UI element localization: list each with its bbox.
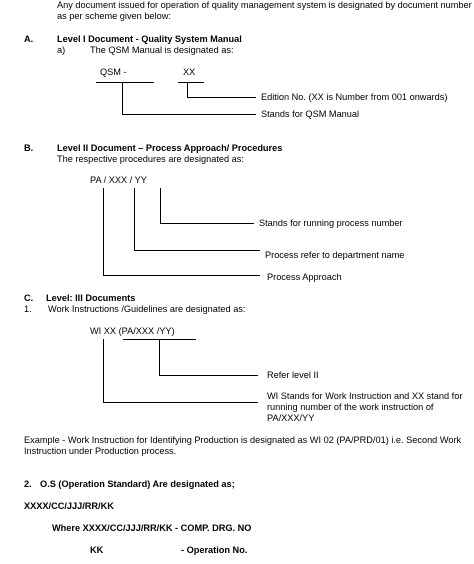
label-wi-line-2: running number of the work instruction of: [267, 402, 434, 412]
label-running-number: Stands for running process number: [259, 218, 403, 228]
section-c-letter: C.: [24, 293, 34, 303]
section-a-sub-text: The QSM Manual is designated as:: [90, 45, 234, 55]
os-kk-code: KK: [90, 545, 104, 555]
qsm-connector-vertical: [122, 83, 123, 115]
section-a-sub-marker: a): [57, 45, 66, 55]
example-line-1: Example - Work Instruction for Identifying Production is designated as WI 02 (PA/PRD/01) i.e. Second Work: [24, 435, 462, 445]
wi-code: WI XX (PA/XXX /YY): [90, 326, 175, 336]
os-code: XXXX/CC/JJJ/RR/KK: [24, 501, 114, 511]
label-department: Process refer to department name: [265, 250, 405, 260]
intro-line-1: Any document issued for operation of quality management system is designated by document number: [57, 0, 472, 10]
label-wi-line-3: PA/XXX/YY: [267, 413, 315, 423]
level-connector-vertical: [159, 339, 160, 376]
os-where-line: Where XXXX/CC/JJJ/RR/KK - COMP. DRG. NO: [52, 523, 252, 533]
qsm-underline: [96, 82, 154, 83]
section-c-item-1-number: 1.: [24, 304, 32, 314]
pa-code: PA / XXX / YY: [90, 175, 147, 185]
approach-connector-horizontal: [103, 275, 260, 276]
edition-connector-horizontal: [187, 97, 256, 98]
section-a-letter: A.: [24, 34, 34, 44]
item-2-title: O.S (Operation Standard) Are designated as;: [40, 479, 235, 489]
section-a-title: Level I Document - Quality System Manual: [57, 34, 242, 44]
label-process-approach: Process Approach: [267, 272, 342, 282]
running-connector-horizontal: [160, 223, 254, 224]
dept-connector-vertical: [134, 188, 135, 251]
level-connector-horizontal: [159, 375, 258, 376]
wi-connector-vertical: [103, 339, 104, 403]
approach-connector-vertical: [103, 188, 104, 276]
label-qsm-manual: Stands for QSM Manual: [261, 109, 360, 119]
qsm-connector-horizontal: [122, 114, 256, 115]
dept-connector-horizontal: [134, 250, 260, 251]
edition-connector-vertical: [187, 83, 188, 98]
item-2-number: 2.: [24, 479, 32, 489]
section-b-title: Level II Document – Process Approach/ Procedures: [57, 143, 283, 153]
os-kk-description: - Operation No.: [181, 545, 248, 555]
qsm-code-edition: XX: [183, 67, 196, 77]
section-c-item-1-text: Work Instructions /Guidelines are designated as:: [48, 304, 246, 314]
section-b-letter: B.: [24, 143, 34, 153]
intro-line-2: as per scheme given below:: [57, 11, 171, 21]
example-line-2: Instruction under Production process.: [24, 446, 177, 456]
label-refer-level: Refer level II: [267, 370, 319, 380]
wi-connector-horizontal: [103, 402, 258, 403]
qsm-code-prefix: QSM -: [100, 67, 127, 77]
xx-underline: [178, 82, 204, 83]
running-connector-vertical: [160, 188, 161, 224]
section-c-title: Level: III Documents: [46, 293, 136, 303]
label-edition: Edition No. (XX is Number from 001 onwards): [261, 92, 448, 102]
label-wi-line-1: WI Stands for Work Instruction and XX stand for: [267, 391, 463, 401]
section-b-sub-text: The respective procedures are designated as:: [57, 154, 244, 164]
